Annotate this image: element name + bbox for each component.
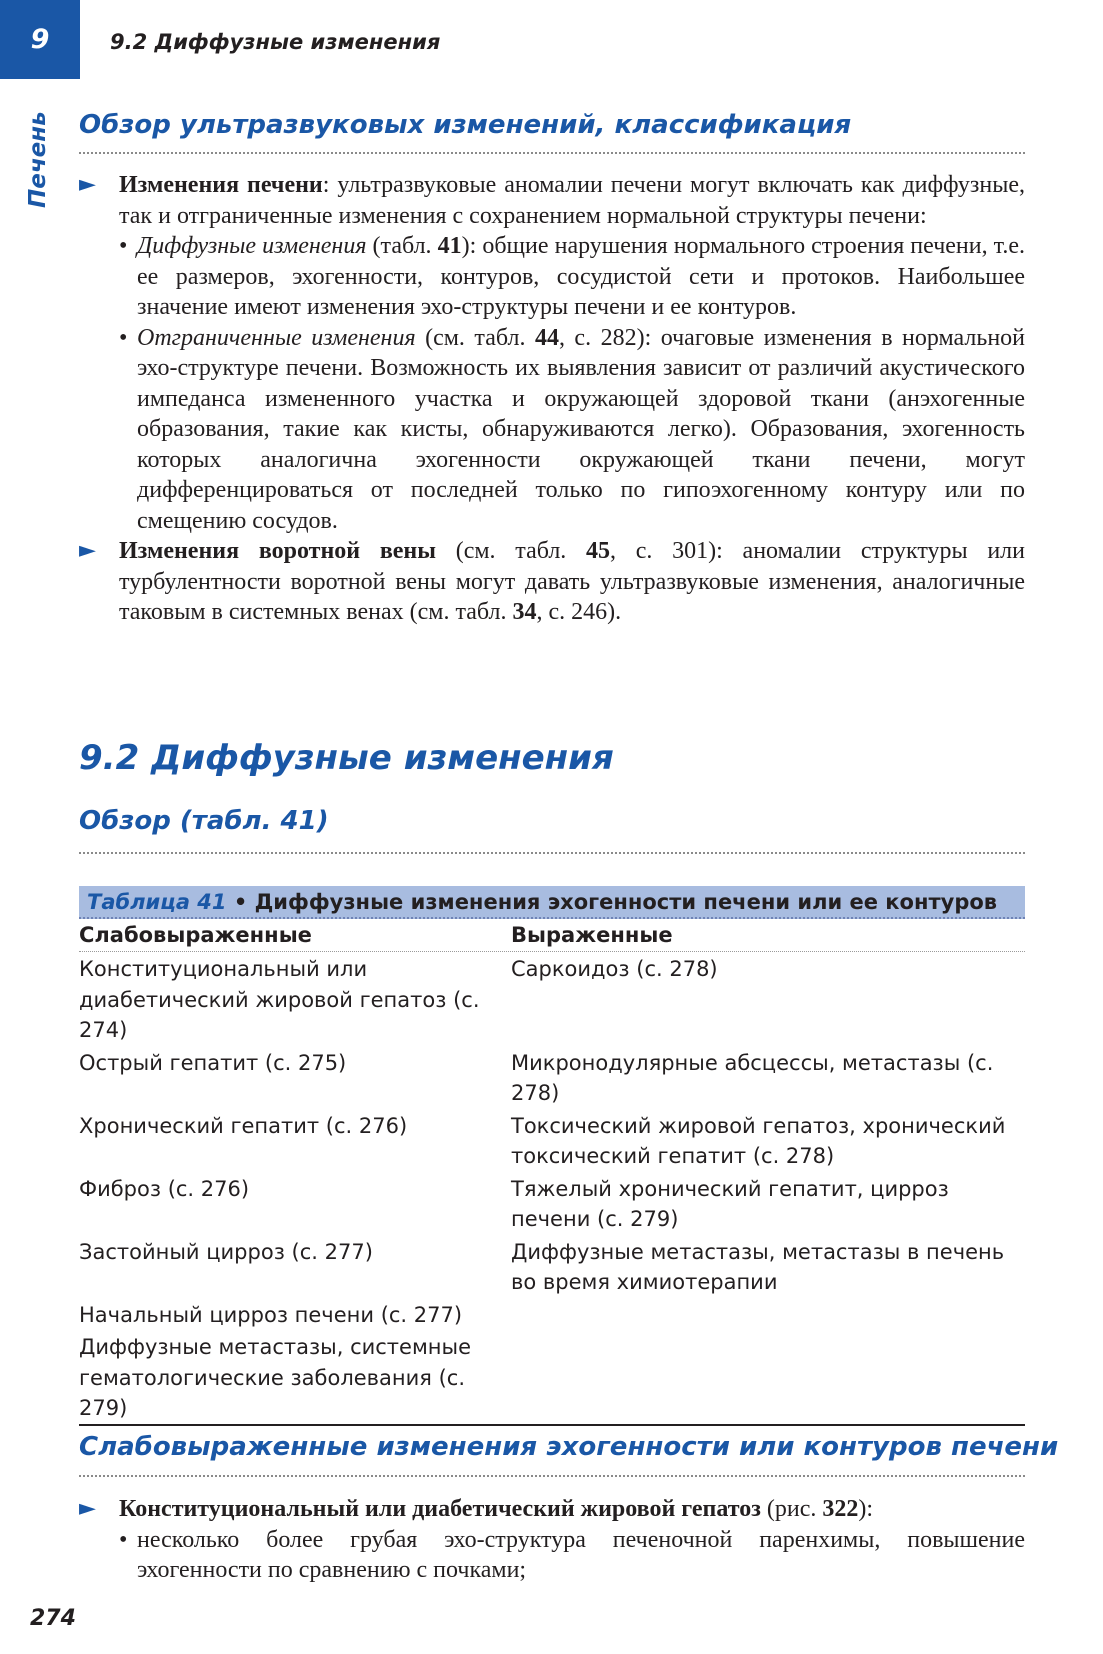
item-text: (рис.: [760, 1496, 823, 1522]
subsection-title-overview: Обзор (табл. 41): [79, 806, 329, 836]
sub-item: [119, 323, 1025, 537]
table-ref: 34: [512, 599, 537, 625]
sub-item-text: ): общие нарушения нормального строения печени, т.е. ее размеров, эхогенности, контуров, сосудистой сети и протоков. Наибольшее значение имеют изменения эхо-структуры печени и ее контуров.: [137, 233, 1026, 320]
sub-item-lead: Отграниченные изменения: [137, 324, 416, 351]
list-item: [79, 536, 1025, 628]
table-row: [79, 1046, 1025, 1109]
section-heading-9-2: 9.2 Диффузные изменения: [79, 738, 614, 778]
item-text: ):: [858, 1496, 874, 1522]
table-ref: 44: [534, 324, 559, 351]
sub-item-text: (см. табл.: [415, 324, 535, 351]
dot-bullet-icon: •: [119, 233, 128, 259]
list-item: [79, 1494, 1025, 1525]
sub-item-text: несколько более грубая эхо-структура печеночной паренхимы, повышение эхогенности по сравнению с почками;: [137, 1526, 1025, 1583]
arrow-bullet-icon: ►: [79, 1496, 96, 1521]
item-text: , с. 301): аномалии структуры или турбулентности воротной вены могут давать ультразвуковые изменения, аналогичные таковым в системных венах (см. табл.: [119, 538, 1026, 625]
table-row: [79, 1172, 1025, 1235]
chapter-number: 9: [30, 24, 50, 55]
table-cell: Острый гепатит (с. 275): [79, 1050, 347, 1075]
figure-ref: 322: [822, 1496, 859, 1522]
arrow-bullet-icon: ►: [79, 172, 96, 197]
overview-list: [79, 170, 1025, 628]
sub-item-text: , с. 282): очаговые изменения в нормальной эхо-структуре печени. Возможность их выявления зависит от различий акустического импеданса измененного участка и окружающей здоровой ткани (анэхогенные образования, такие как кисты, обнаруживаются легко). Образования, эхогенность которых аналогична эхогенности окружающей ткани печени, могут дифференцироваться от последней только по гипоэхогенному контуру или по смещению сосудов.: [137, 324, 1026, 534]
table-title: [79, 886, 1025, 919]
table-bottom-rule: [79, 1424, 1025, 1426]
item-text: (см. табл.: [436, 538, 587, 564]
sub-item-lead: Диффузные изменения: [137, 233, 367, 259]
dotted-divider: [79, 1475, 1025, 1477]
dotted-divider: [79, 852, 1025, 854]
table-cell: Тяжелый хронический гепатит, цирроз печени (с. 279): [511, 1176, 949, 1231]
table-row: [79, 1330, 1025, 1424]
running-title: 9.2 Диффузные изменения: [110, 30, 441, 54]
item-text: , с. 246).: [536, 599, 622, 625]
table-cell: [511, 1300, 1025, 1331]
table-cell: Хронический гепатит (с. 276): [79, 1113, 408, 1138]
table-row: [79, 1109, 1025, 1172]
table-cell: Начальный цирроз печени (с. 277): [79, 1302, 463, 1327]
page-number: 274: [30, 1606, 76, 1631]
table-row: [79, 952, 1025, 1046]
table-separator: •: [226, 890, 255, 914]
table-caption: Диффузные изменения эхогенности печени или ее контуров: [254, 890, 998, 914]
table-cell: Фиброз (с. 276): [79, 1176, 250, 1201]
table-row: [79, 1235, 1025, 1298]
section-title-overview: Обзор ультразвуковых изменений, классификация: [79, 110, 852, 140]
item-text: : ультразвуковые аномалии печени могут включать как диффузные, так и отграниченные изменения с сохранением нормальной структуры печени:: [119, 172, 1025, 229]
table-cell: Застойный цирроз (с. 277): [79, 1239, 373, 1264]
table-header-row: [79, 919, 1025, 952]
arrow-bullet-icon: ►: [79, 538, 96, 563]
sub-item: [119, 1525, 1025, 1586]
column-header: Выраженные: [511, 923, 673, 947]
table-cell: Конституциональный или диабетический жировой гепатоз (с. 274): [79, 957, 480, 1042]
list-item: [79, 170, 1025, 231]
table-cell: Токсический жировой гепатоз, хронический токсический гепатит (с. 278): [511, 1113, 1006, 1168]
table-41: [79, 886, 1025, 1426]
table-cell: Диффузные метастазы, системные гематологические заболевания (с. 279): [79, 1335, 472, 1420]
table-ref: 45: [586, 538, 611, 564]
sub-item-text: (табл.: [366, 233, 438, 259]
chapter-number-box: [0, 0, 80, 79]
weak-changes-list: [79, 1494, 1025, 1586]
table-ref: 41: [437, 233, 462, 259]
column-header: Слабовыраженные: [79, 923, 312, 947]
item-lead: Изменения печени: [119, 172, 323, 198]
item-lead: Изменения воротной вены: [119, 538, 436, 564]
dot-bullet-icon: •: [119, 1526, 128, 1553]
side-tab-label: Печень: [25, 111, 51, 208]
section-title-weak-changes: Слабовыраженные изменения эхогенности или контуров печени: [79, 1432, 1059, 1462]
table-row: [79, 1298, 1025, 1331]
table-cell: [511, 1332, 1025, 1424]
dotted-divider: [79, 152, 1025, 154]
item-lead: Конституциональный или диабетический жировой гепатоз: [119, 1496, 761, 1522]
table-number: Таблица 41: [87, 890, 227, 914]
dot-bullet-icon: •: [119, 324, 128, 351]
table-cell: Диффузные метастазы, метастазы в печень во время химиотерапии: [511, 1239, 1005, 1294]
table-cell: Саркоидоз (с. 278): [511, 957, 718, 981]
table-cell: Микронодулярные абсцессы, метастазы (с. 278): [511, 1050, 994, 1105]
sub-item: [119, 231, 1025, 323]
